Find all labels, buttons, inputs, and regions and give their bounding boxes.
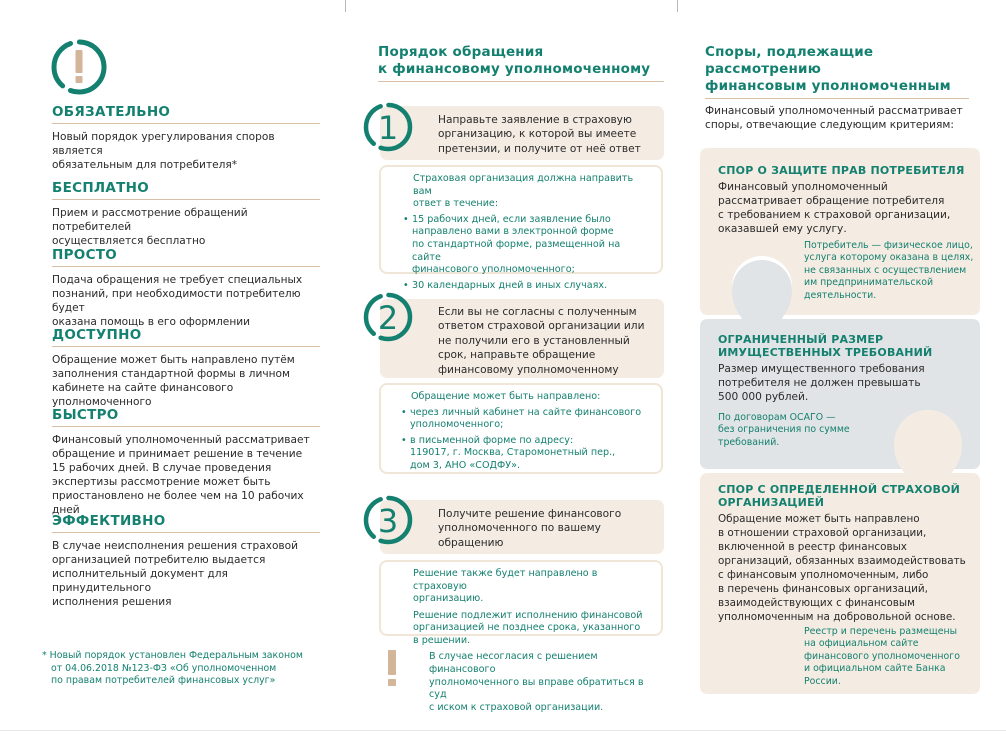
step-3-box [377,500,664,554]
benefit-mandatory [52,104,320,172]
step-text: Если вы не согласны с полученным ответом страховой организации или не получили его в установленный срок, направьте обращение финансовому уполномоченному [438,306,645,376]
benefit-title: БЫСТРО [52,407,320,427]
court-warning: В случае несогласия с решением финансового уполномоченного вы вправе обратиться в суд с иском к страховой организации. [429,651,644,714]
info-paragraph: Решение также будет направлено в страховую организацию. [413,568,598,605]
criterion-limit [718,333,978,404]
info-list [401,407,651,473]
criterion-title: ОГРАНИЧЕННЫЙ РАЗМЕР ИМУЩЕСТВЕННЫХ ТРЕБОВАНИЙ [718,333,933,359]
criterion-note: По договорам ОСАГО — без ограничения по сумме требований. [718,412,850,448]
benefit-fast [52,407,320,517]
step-text: Получите решение финансового уполномоченного по вашему обращению [438,508,622,549]
benefit-text: Обращение может быть направлено путём заполнения стандартной формы в личном кабинете на сайте финансового уполномоченного [52,354,295,408]
criterion-note: Потребитель — физическое лицо, услуга которому оказана в целях, не связанных с осуществлением им предпринимательской деятельности. [804,240,974,301]
step-2-info [379,383,663,474]
step-number: 2 [377,299,399,337]
info-bullet: • через личный кабинет на сайте финансового уполномоченного; [401,407,651,432]
benefit-simple [52,247,320,329]
step-2-number-icon [362,291,414,343]
benefit-title: ЭФФЕКТИВНО [52,513,320,533]
criterion-note: Реестр и перечень размещены на официальном сайте финансового уполномоченного и официальном сайте Банка России. [804,626,960,687]
benefit-text: Финансовый уполномоченный рассматривает обращение и принимает решение в течение 15 рабочих дней. В случае проведения экспертизы рассмотрение может быть приостановлено не более чем на 10 рабочих дней [52,434,310,516]
page-bottom-edge [0,730,1006,731]
info-lead: Обращение может быть направлено: [411,391,601,402]
criterion-text: Размер имущественного требования потребителя не должен превышать 500 000 рублей. [718,363,925,403]
criteria-intro: Финансовый уполномоченный рассматривает споры, отвечающие следующим критериям: [705,105,963,131]
criterion-consumer [718,164,978,236]
info-list [403,214,651,293]
info-bullet: • 15 рабочих дней, если заявление было направлено вами в электронной форме по стандартной форме, размещенной на сайте финансового уполномоченного; [403,214,651,277]
criterion-title: СПОР О ЗАЩИТЕ ПРАВ ПОТРЕБИТЕЛЯ [718,164,965,177]
step-number: 3 [377,502,399,540]
step-2-box [377,299,664,378]
benefit-accessible [52,327,320,409]
criterion-organization [718,483,980,624]
footnote: * Новый порядок установлен Федеральным законом от 04.06.2018 №123-ФЗ «Об уполномоченном по правам потребителей финансовых услуг» [42,650,303,687]
exclamation-circle-icon [50,38,108,96]
criteria-title: Споры, подлежащие рассмотрению финансовым уполномоченным [705,44,969,99]
exclamation-icon [387,650,397,686]
step-text: Направьте заявление в страховую организацию, к которой вы имеете претензии, и получите от неё ответ [438,114,641,155]
benefit-title: БЕСПЛАТНО [52,180,320,200]
criterion-text: Обращение может быть направлено в отношении страховой организации, включенной в реестр финансовых организаций, обязанных взаимодействовать с финансовым уполномоченным, либо в перечень финансовых организаций, взаимодействующих с финансовым уполномоченным на добровольной основе. [718,513,966,623]
benefit-title: ПРОСТО [52,247,320,267]
benefit-text: Прием и рассмотрение обращений потребителей осуществляется бесплатно [52,207,248,247]
benefit-text: Новый порядок урегулирования споров является обязательным для потребителя* [52,131,275,171]
step-1-number-icon [362,101,414,153]
benefit-effective [52,513,320,609]
step-1-info [379,165,663,291]
fold-mark-left [345,0,346,12]
benefit-title: ОБЯЗАТЕЛЬНО [52,104,320,124]
benefit-text: Подача обращения не требует специальных познаний, при необходимости потребителю будет оказана помощь в его оформлении [52,274,303,328]
info-lead: Страховая организация должна направить вам ответ в течение: [413,173,634,210]
benefit-title: ДОСТУПНО [52,327,320,347]
info-bullet: • в письменной форме по адресу: 119017, г. Москва, Старомонетный пер., дом 3, АНО «СОДФУ». [401,435,651,473]
procedure-title: Порядок обращения к финансовому уполномоченному [378,44,664,82]
step-3-info [379,560,663,646]
step-3-number-icon [362,494,414,546]
step-number: 1 [377,109,399,147]
benefit-text: В случае неисполнения решения страховой организацией потребителю выдается исполнительный документ для принудительного исполнения решения [52,540,299,608]
info-bullet: • 30 календарных дней в иных случаях. [403,280,651,293]
criterion-title: СПОР С ОПРЕДЕЛЕННОЙ СТРАХОВОЙ ОРГАНИЗАЦИЕЙ [718,483,961,509]
step-1-box [377,106,664,160]
info-paragraph: Решение подлежит исполнению финансовой организацией не позднее срока, указанного в решении. [413,609,643,646]
benefit-free [52,180,320,248]
fold-mark-right [677,0,678,12]
criterion-text: Финансовый уполномоченный рассматривает обращение потребителя с требованием к страховой организации, оказавшей ему услугу. [718,181,951,235]
